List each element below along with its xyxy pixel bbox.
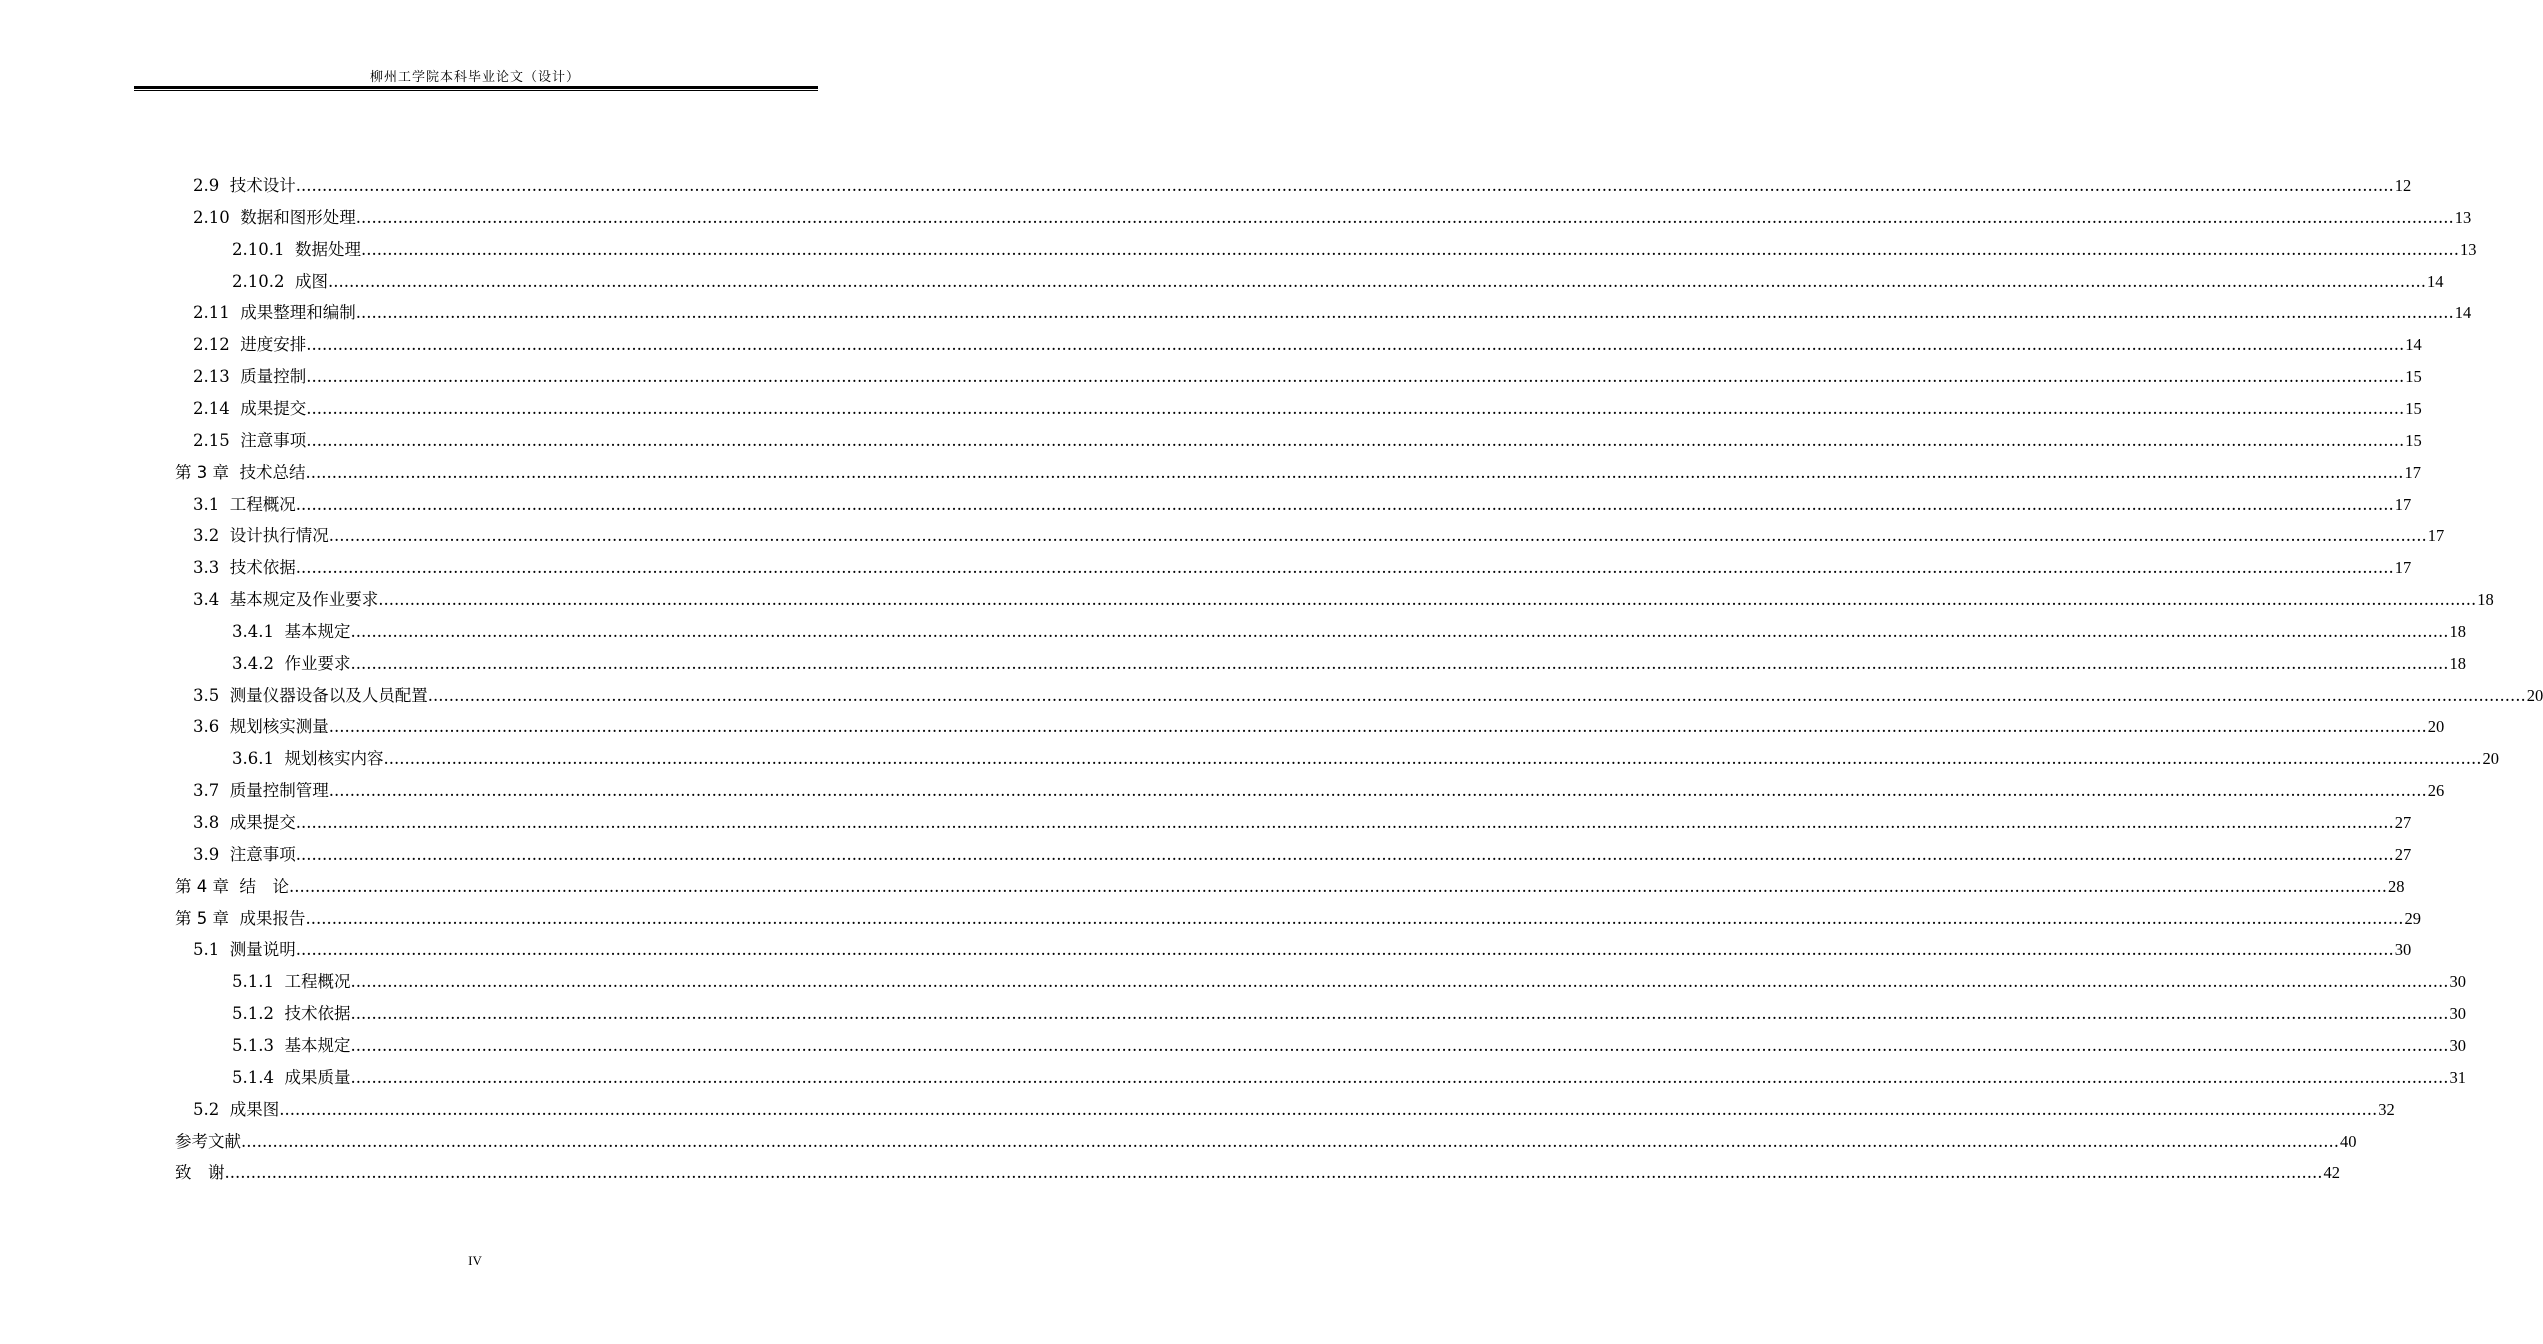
- toc-entry-page: 27: [2394, 844, 2412, 864]
- toc-entry-title: 2.10.2 成图: [232, 271, 328, 291]
- toc-entry-title: 参考文献: [175, 1131, 241, 1151]
- toc-entry[interactable]: [193, 711, 2445, 743]
- toc-entry[interactable]: [193, 584, 2494, 616]
- toc-entry-title: 致 谢: [175, 1163, 225, 1183]
- toc-dot-leader: ................................................................................................................................................................................................................................................................................................................................................................................................................: [295, 844, 2394, 864]
- toc-dot-leader: ................................................................................................................................................................................................................................................................................................................................................................................................................: [295, 176, 2394, 195]
- toc-entry-title: 2.10.1 数据处理: [232, 239, 361, 259]
- toc-entry-title: 3.2 设计执行情况: [193, 526, 329, 546]
- toc-entry-page: 17: [2404, 462, 2421, 482]
- toc-entry-page: 28: [2387, 876, 2405, 896]
- toc-entry-title: 2.12 进度安排: [193, 335, 307, 355]
- toc-entry[interactable]: [232, 648, 2466, 680]
- toc-entry[interactable]: [232, 616, 2466, 648]
- toc-entry-page: 12: [2394, 176, 2412, 195]
- toc-entry[interactable]: [193, 839, 2412, 871]
- toc-entry[interactable]: [232, 1062, 2466, 1094]
- toc-entry[interactable]: [232, 234, 2477, 266]
- toc-entry[interactable]: [193, 520, 2445, 552]
- header-rule-thin: [134, 90, 818, 91]
- toc-dot-leader: ................................................................................................................................................................................................................................................................................................................................................................................................................: [350, 1067, 2449, 1087]
- page-number: IV: [468, 1253, 482, 1268]
- toc-entry[interactable]: [193, 775, 2445, 807]
- toc-entry-title: 2.13 质量控制: [193, 367, 307, 387]
- toc-entry-page: 20: [2482, 749, 2499, 769]
- toc-entry-title: 3.8 成果提交: [193, 813, 296, 832]
- toc-entry-title: 5.2 成果图: [193, 1099, 280, 1119]
- toc-entry-title: 3.5 测量仪器设备以及人员配置: [193, 685, 428, 705]
- toc-dot-leader: ................................................................................................................................................................................................................................................................................................................................................................................................................: [383, 749, 2482, 769]
- toc-dot-leader: ................................................................................................................................................................................................................................................................................................................................................................................................................: [306, 367, 2405, 387]
- toc-entry-page: 13: [2454, 207, 2472, 227]
- toc-entry-page: 30: [2449, 1035, 2466, 1055]
- toc-entry-page: 17: [2394, 558, 2412, 578]
- toc-entry[interactable]: [232, 743, 2499, 775]
- toc-entry-page: 42: [2323, 1163, 2340, 1183]
- toc-entry-page: 27: [2394, 813, 2412, 832]
- toc-entry-page: 30: [2449, 1004, 2466, 1024]
- toc-entry[interactable]: [193, 1094, 2395, 1126]
- toc-dot-leader: ................................................................................................................................................................................................................................................................................................................................................................................................................: [360, 239, 2459, 259]
- toc-dot-leader: ................................................................................................................................................................................................................................................................................................................................................................................................................: [279, 1099, 2378, 1119]
- toc-entry-title: 2.9 技术设计: [193, 176, 296, 195]
- toc-dot-leader: ................................................................................................................................................................................................................................................................................................................................................................................................................: [295, 558, 2394, 578]
- toc-dot-leader: ................................................................................................................................................................................................................................................................................................................................................................................................................: [350, 1004, 2449, 1024]
- toc-entry[interactable]: [193, 202, 2472, 234]
- toc-entry-page: 17: [2394, 494, 2412, 514]
- toc-dot-leader: ................................................................................................................................................................................................................................................................................................................................................................................................................: [328, 526, 2427, 546]
- toc-entry[interactable]: [175, 457, 2421, 489]
- toc-dot-leader: ................................................................................................................................................................................................................................................................................................................................................................................................................: [295, 813, 2394, 832]
- toc-dot-leader: ................................................................................................................................................................................................................................................................................................................................................................................................................: [295, 494, 2394, 514]
- toc-entry-title: 5.1.2 技术依据: [232, 1004, 351, 1024]
- toc-entry-title: 2.15 注意事项: [193, 430, 307, 450]
- toc-entry-page: 18: [2449, 621, 2466, 641]
- header-rule: [134, 86, 818, 89]
- toc-entry-page: 26: [2427, 781, 2445, 801]
- toc-entry[interactable]: [193, 170, 2412, 202]
- toc-entry-page: 13: [2459, 239, 2477, 259]
- toc-dot-leader: ................................................................................................................................................................................................................................................................................................................................................................................................................: [350, 621, 2449, 641]
- toc-entry-page: 17: [2427, 526, 2445, 546]
- toc-entry-page: 30: [2394, 940, 2412, 960]
- toc-entry-page: 15: [2405, 398, 2422, 418]
- toc-entry-page: 14: [2454, 303, 2472, 323]
- toc-entry-title: 第 5 章 成果报告: [175, 908, 306, 928]
- toc-entry-page: 15: [2405, 367, 2422, 387]
- toc-entry-title: 3.4.2 作业要求: [232, 653, 351, 673]
- toc-entry[interactable]: [193, 680, 2543, 712]
- toc-dot-leader: ................................................................................................................................................................................................................................................................................................................................................................................................................: [378, 590, 2477, 610]
- toc-entry[interactable]: [232, 966, 2466, 998]
- toc-dot-leader: ................................................................................................................................................................................................................................................................................................................................................................................................................: [427, 685, 2526, 705]
- toc-entry-title: 第 4 章 结 论: [175, 876, 289, 896]
- toc-entry-title: 5.1.4 成果质量: [232, 1067, 351, 1087]
- toc-entry[interactable]: [193, 361, 2422, 393]
- toc-dot-leader: ................................................................................................................................................................................................................................................................................................................................................................................................................: [350, 653, 2449, 673]
- toc-entry-page: 30: [2449, 972, 2466, 992]
- toc-entry-title: 3.4 基本规定及作业要求: [193, 590, 379, 610]
- toc-entry[interactable]: [232, 1030, 2466, 1062]
- toc-dot-leader: ................................................................................................................................................................................................................................................................................................................................................................................................................: [305, 908, 2404, 928]
- toc-entry[interactable]: [175, 871, 2405, 903]
- toc-entry-title: 3.6.1 规划核实内容: [232, 749, 384, 769]
- toc-entry[interactable]: [193, 552, 2412, 584]
- toc-dot-leader: ................................................................................................................................................................................................................................................................................................................................................................................................................: [288, 876, 2387, 896]
- toc-dot-leader: ................................................................................................................................................................................................................................................................................................................................................................................................................: [306, 430, 2405, 450]
- toc-entry-title: 2.10 数据和图形处理: [193, 207, 356, 227]
- toc-dot-leader: ................................................................................................................................................................................................................................................................................................................................................................................................................: [295, 940, 2394, 960]
- toc-dot-leader: ................................................................................................................................................................................................................................................................................................................................................................................................................: [224, 1163, 2323, 1183]
- toc-entry[interactable]: [232, 998, 2466, 1030]
- toc-entry-page: 40: [2339, 1131, 2357, 1151]
- toc-entry-title: 第 3 章 技术总结: [175, 462, 306, 482]
- toc-dot-leader: ................................................................................................................................................................................................................................................................................................................................................................................................................: [328, 717, 2427, 737]
- toc-entry[interactable]: [193, 425, 2422, 457]
- toc-entry-title: 3.3 技术依据: [193, 558, 296, 578]
- toc-entry-title: 3.6 规划核实测量: [193, 717, 329, 737]
- toc-entry[interactable]: [193, 807, 2412, 839]
- toc-entry[interactable]: [232, 266, 2444, 298]
- toc-entry-page: 18: [2477, 590, 2494, 610]
- toc-dot-leader: ................................................................................................................................................................................................................................................................................................................................................................................................................: [327, 271, 2426, 291]
- toc-entry-title: 3.7 质量控制管理: [193, 781, 329, 801]
- toc-entry-page: 18: [2449, 653, 2466, 673]
- toc-entry-title: 3.9 注意事项: [193, 844, 296, 864]
- toc-dot-leader: ................................................................................................................................................................................................................................................................................................................................................................................................................: [305, 462, 2404, 482]
- toc-entry[interactable]: [193, 934, 2412, 966]
- toc-entry-page: 31: [2449, 1067, 2466, 1087]
- toc-entry-page: 15: [2405, 430, 2422, 450]
- toc-entry-page: 32: [2378, 1099, 2395, 1119]
- toc-entry-title: 5.1 测量说明: [193, 940, 296, 960]
- toc-dot-leader: ................................................................................................................................................................................................................................................................................................................................................................................................................: [350, 1035, 2449, 1055]
- running-header: 柳州工学院本科毕业论文（设计）: [369, 70, 580, 85]
- toc-dot-leader: ................................................................................................................................................................................................................................................................................................................................................................................................................: [355, 303, 2454, 323]
- toc-entry-title: 3.1 工程概况: [193, 494, 296, 514]
- toc-entry[interactable]: [175, 903, 2421, 935]
- toc-entry[interactable]: [193, 297, 2472, 329]
- toc-entry-page: 20: [2526, 685, 2543, 705]
- toc-entry-page: 14: [2426, 271, 2444, 291]
- toc-dot-leader: ................................................................................................................................................................................................................................................................................................................................................................................................................: [306, 398, 2405, 418]
- toc-dot-leader: ................................................................................................................................................................................................................................................................................................................................................................................................................: [306, 335, 2405, 355]
- toc-entry-title: 5.1.1 工程概况: [232, 972, 351, 992]
- toc-entry[interactable]: [193, 489, 2412, 521]
- toc-entry[interactable]: [175, 1157, 2340, 1189]
- toc-entry-page: 29: [2404, 908, 2421, 928]
- toc-entry-page: 20: [2427, 717, 2445, 737]
- toc-entry[interactable]: [193, 329, 2422, 361]
- toc-entry-title: 3.4.1 基本规定: [232, 621, 351, 641]
- toc-dot-leader: ................................................................................................................................................................................................................................................................................................................................................................................................................: [328, 781, 2427, 801]
- toc-entry-title: 2.11 成果整理和编制: [193, 303, 356, 323]
- toc-entry-title: 2.14 成果提交: [193, 398, 307, 418]
- toc-dot-leader: ................................................................................................................................................................................................................................................................................................................................................................................................................: [350, 972, 2449, 992]
- toc-entry-page: 14: [2405, 335, 2422, 355]
- toc-entry[interactable]: [193, 393, 2422, 425]
- toc-entry-title: 5.1.3 基本规定: [232, 1035, 351, 1055]
- toc-entry[interactable]: [175, 1126, 2357, 1158]
- toc-dot-leader: ................................................................................................................................................................................................................................................................................................................................................................................................................: [355, 207, 2454, 227]
- toc-dot-leader: ................................................................................................................................................................................................................................................................................................................................................................................................................: [241, 1131, 2339, 1151]
